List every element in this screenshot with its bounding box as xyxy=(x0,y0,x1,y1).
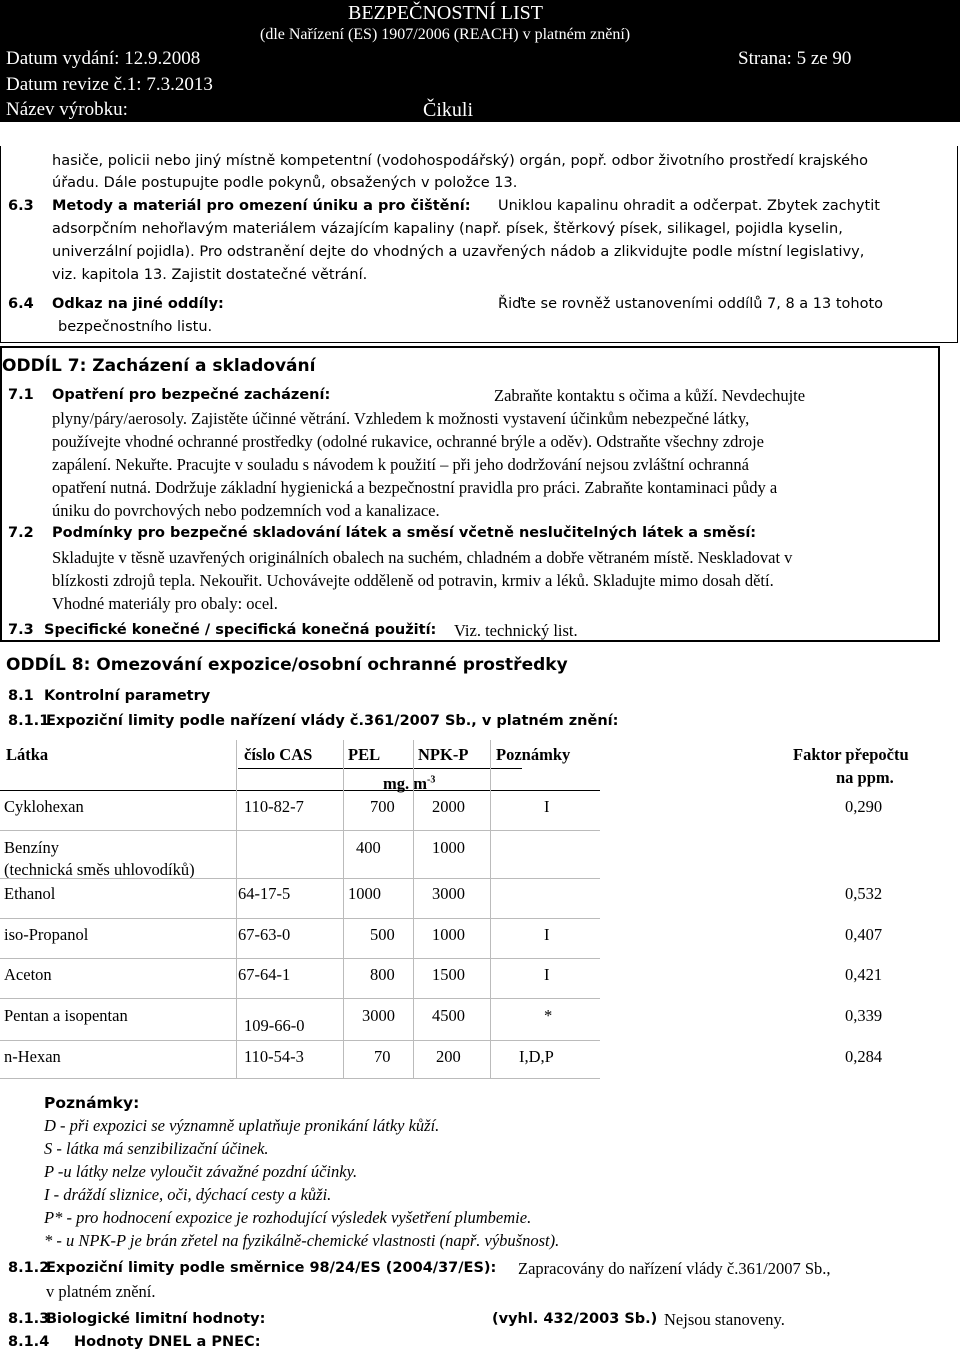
s71-number: 7.1 xyxy=(8,387,34,403)
cell-pel: 800 xyxy=(370,965,395,984)
table-header-bottom-rule xyxy=(0,790,600,791)
s73-title: Specifické konečné / specifická konečná použití: xyxy=(44,622,437,638)
col-header-latka: Látka xyxy=(6,745,49,764)
cell-latka: Ethanol xyxy=(4,884,56,903)
cell-latka: Benzíny xyxy=(4,838,59,857)
table-rule xyxy=(0,1040,600,1041)
cell-latka: n-Hexan xyxy=(4,1047,61,1066)
s812-text1: Zapracovány do nařízení vlády č.361/2007 Sb., xyxy=(518,1259,831,1278)
table-rule xyxy=(0,1078,600,1079)
s811-number: 8.1.1 xyxy=(8,713,50,729)
s73-number: 7.3 xyxy=(8,622,34,638)
table-rule xyxy=(0,918,600,919)
cell-pel: 70 xyxy=(374,1047,391,1066)
table-rule xyxy=(0,830,600,831)
s64-title: Odkaz na jiné oddíly: xyxy=(52,296,224,312)
cell-pel: 1000 xyxy=(348,884,381,903)
table-vrule xyxy=(413,740,414,1078)
cell-pel: 500 xyxy=(370,925,395,944)
revision-date: Datum revize č.1: 7.3.2013 xyxy=(6,74,213,95)
col-header-poznamky: Poznámky xyxy=(496,745,571,764)
table-rule xyxy=(0,958,600,959)
s814-number: 8.1.4 xyxy=(8,1334,50,1350)
note-item: S - látka má senzibilizační účinek. xyxy=(44,1139,269,1158)
s63-title: Metody a materiál pro omezení úniku a pro čištění: xyxy=(52,198,471,214)
s71-text1: plyny/páry/aerosoly. Zajistěte účinné větrání. Vzhledem k možnosti vystavení účinkům nebezpečné látky, xyxy=(52,409,750,428)
cell-npk: 1500 xyxy=(432,965,465,984)
cell-pel: 700 xyxy=(370,797,395,816)
cell-latka-2: (technická směs uhlovodíků) xyxy=(4,860,195,879)
note-item: * - u NPK-P je brán zřetel na fyzikálně-chemické vlastnosti (např. výbušnost). xyxy=(44,1231,560,1250)
s813-text: Nejsou stanoveny. xyxy=(664,1310,785,1329)
s71-text2: používejte vhodné ochranné prostředky (odolné rukavice, ochranné brýle a oděv). Odstraňte všechny zdroje xyxy=(52,432,764,451)
cell-faktor: 0,532 xyxy=(845,884,883,903)
cell-pel: 400 xyxy=(356,838,381,857)
cell-latka: Pentan a isopentan xyxy=(4,1006,128,1025)
s813-number: 8.1.3 xyxy=(8,1311,50,1327)
note-item: P -u látky nelze vyloučit závažné pozdní účinky. xyxy=(44,1162,358,1181)
section8-heading: ODDÍL 8: Omezování expozice/osobní ochranné prostředky xyxy=(6,655,568,675)
s64-text2: bezpečnostního listu. xyxy=(58,319,213,335)
s64-text1: Řiďte se rovněž ustanoveními oddílů 7, 8 a 13 tohoto xyxy=(498,296,884,312)
cell-cas: 109-66-0 xyxy=(244,1016,305,1035)
table-vrule xyxy=(236,740,237,1078)
cell-poznamky: I xyxy=(544,925,550,944)
cell-npk: 1000 xyxy=(432,838,465,857)
col-header-cas: číslo CAS xyxy=(244,745,313,764)
table-rule xyxy=(0,878,600,879)
table-vrule xyxy=(343,740,344,1078)
s71-title: Opatření pro bezpečné zacházení: xyxy=(52,387,331,403)
s71-text3: zapálení. Nekuřte. Pracujte v souladu s návodem k použití – při jeho dodržování nejsou zvláštní ochranná xyxy=(52,455,749,474)
table-header-rule xyxy=(238,768,522,769)
table-vrule xyxy=(490,740,491,1078)
s71-text5: úniku do povrchových nebo podzemních vod a kanalizace. xyxy=(52,501,440,520)
s812-number: 8.1.2 xyxy=(8,1260,50,1276)
cell-cas: 67-64-1 xyxy=(238,965,291,984)
col-header-npk: NPK-P xyxy=(418,745,469,764)
s63-number: 6.3 xyxy=(8,198,34,214)
cell-faktor: 0,290 xyxy=(845,797,883,816)
col-header-pel: PEL xyxy=(348,745,381,764)
s63-text3: univerzální pojidla). Pro odstranění dejte do vhodných a uzavřených nádob a zlikvidujte podle místní legislativy, xyxy=(52,244,865,260)
cell-pel: 3000 xyxy=(362,1006,395,1025)
doc-title: BEZPEČNOSTNÍ LIST xyxy=(348,2,543,24)
cell-npk: 4500 xyxy=(432,1006,465,1025)
note-item: I - dráždí sliznice, oči, dýchací cesty a kůži. xyxy=(44,1185,332,1204)
s814-title: Hodnoty DNEL a PNEC: xyxy=(74,1334,261,1350)
product-name: Čikuli xyxy=(423,99,474,121)
s71-text0: Zabraňte kontaktu s očima a kůží. Nevdechujte xyxy=(494,386,806,405)
cell-cas: 67-63-0 xyxy=(238,925,291,944)
table-rule xyxy=(0,998,600,999)
product-label: Název výrobku: xyxy=(6,99,128,120)
note-item: D - při expozici se významně uplatňuje pronikání látky kůží. xyxy=(44,1116,440,1135)
cell-latka: Aceton xyxy=(4,965,52,984)
page-number: Strana: 5 ze 90 xyxy=(738,48,852,69)
s813-title: Biologické limitní hodnoty: xyxy=(46,1311,266,1327)
note-item: P* - pro hodnocení expozice je rozhodující výsledek vyšetření plumbemie. xyxy=(44,1208,532,1227)
issue-date: Datum vydání: 12.9.2008 xyxy=(6,48,201,69)
notes-title: Poznámky: xyxy=(44,1094,140,1112)
unit-base: mg. m xyxy=(383,774,427,793)
s812-title: Expoziční limity podle směrnice 98/24/ES (2004/37/ES): xyxy=(46,1260,497,1276)
cell-faktor: 0,421 xyxy=(845,965,883,984)
cell-poznamky: I xyxy=(544,797,550,816)
s63-text1: Uniklou kapalinu ohradit a odčerpat. Zbytek zachytit xyxy=(498,198,880,214)
s63-text4: viz. kapitola 13. Zajistit dostatečné větrání. xyxy=(52,267,368,283)
s73-text: Viz. technický list. xyxy=(454,621,578,640)
s71-text4: opatření nutná. Dodržuje základní hygienická a bezpečnostní pravidla pro práci. Zabraňte kontaminaci půdy a xyxy=(52,478,778,497)
cell-faktor: 0,407 xyxy=(845,925,883,944)
cell-poznamky: * xyxy=(544,1006,553,1025)
s72-number: 7.2 xyxy=(8,525,34,541)
s72-text3: Vhodné materiály pro obaly: ocel. xyxy=(52,594,278,613)
cell-cas: 64-17-5 xyxy=(238,884,291,903)
cell-npk: 200 xyxy=(436,1047,461,1066)
s6-cont-line2: úřadu. Dále postupujte podle pokynů, obsažených v položce 13. xyxy=(52,175,518,191)
cell-npk: 2000 xyxy=(432,797,465,816)
col-header-unit xyxy=(383,774,435,794)
cell-npk: 1000 xyxy=(432,925,465,944)
s813-ref: (vyhl. 432/2003 Sb.) xyxy=(492,1311,658,1327)
s81-number: 8.1 xyxy=(8,688,34,704)
cell-poznamky: I,D,P xyxy=(519,1047,554,1066)
s72-title: Podmínky pro bezpečné skladování látek a směsí včetně neslučitelných látek a směsí: xyxy=(52,525,757,541)
doc-subtitle: (dle Nařízení (ES) 1907/2006 (REACH) v platném znění) xyxy=(260,26,631,43)
col-header-faktor: Faktor přepočtu xyxy=(793,745,909,764)
cell-latka: iso-Propanol xyxy=(4,925,89,944)
s6-cont-line1: hasiče, policii nebo jiný místně kompetentní (vodohospodářský) orgán, popř. odbor životního prostředí krajského xyxy=(52,153,869,169)
cell-poznamky: I xyxy=(544,965,550,984)
col-header-faktor-2: na ppm. xyxy=(836,768,894,787)
s812-text2: v platném znění. xyxy=(46,1282,156,1301)
s72-text2: blízkosti zdrojů tepla. Nekouřit. Uchovávejte odděleně od potravin, krmiv a léků. Skladujte mimo dosah dětí. xyxy=(52,571,774,590)
cell-cas: 110-82-7 xyxy=(244,797,304,816)
s64-number: 6.4 xyxy=(8,296,34,312)
s63-text2: adsorpčním nehořlavým materiálem vázajícím kapaliny (např. písek, štěrkový písek, silikagel, pojidla kyselin, xyxy=(52,221,843,237)
s72-text1: Skladujte v těsně uzavřených originálních obalech na suchém, chladném a dobře větraném místě. Neskladovat v xyxy=(52,548,793,567)
s811-title: Expoziční limity podle nařízení vlády č.361/2007 Sb., v platném znění: xyxy=(46,713,619,729)
unit-exponent: -3 xyxy=(427,774,436,786)
cell-latka: Cyklohexan xyxy=(4,797,84,816)
cell-npk: 3000 xyxy=(432,884,465,903)
cell-cas: 110-54-3 xyxy=(244,1047,304,1066)
section7-heading: ODDÍL 7: Zacházení a skladování xyxy=(2,356,316,376)
cell-faktor: 0,284 xyxy=(845,1047,883,1066)
s81-title: Kontrolní parametry xyxy=(44,688,211,704)
cell-faktor: 0,339 xyxy=(845,1006,883,1025)
